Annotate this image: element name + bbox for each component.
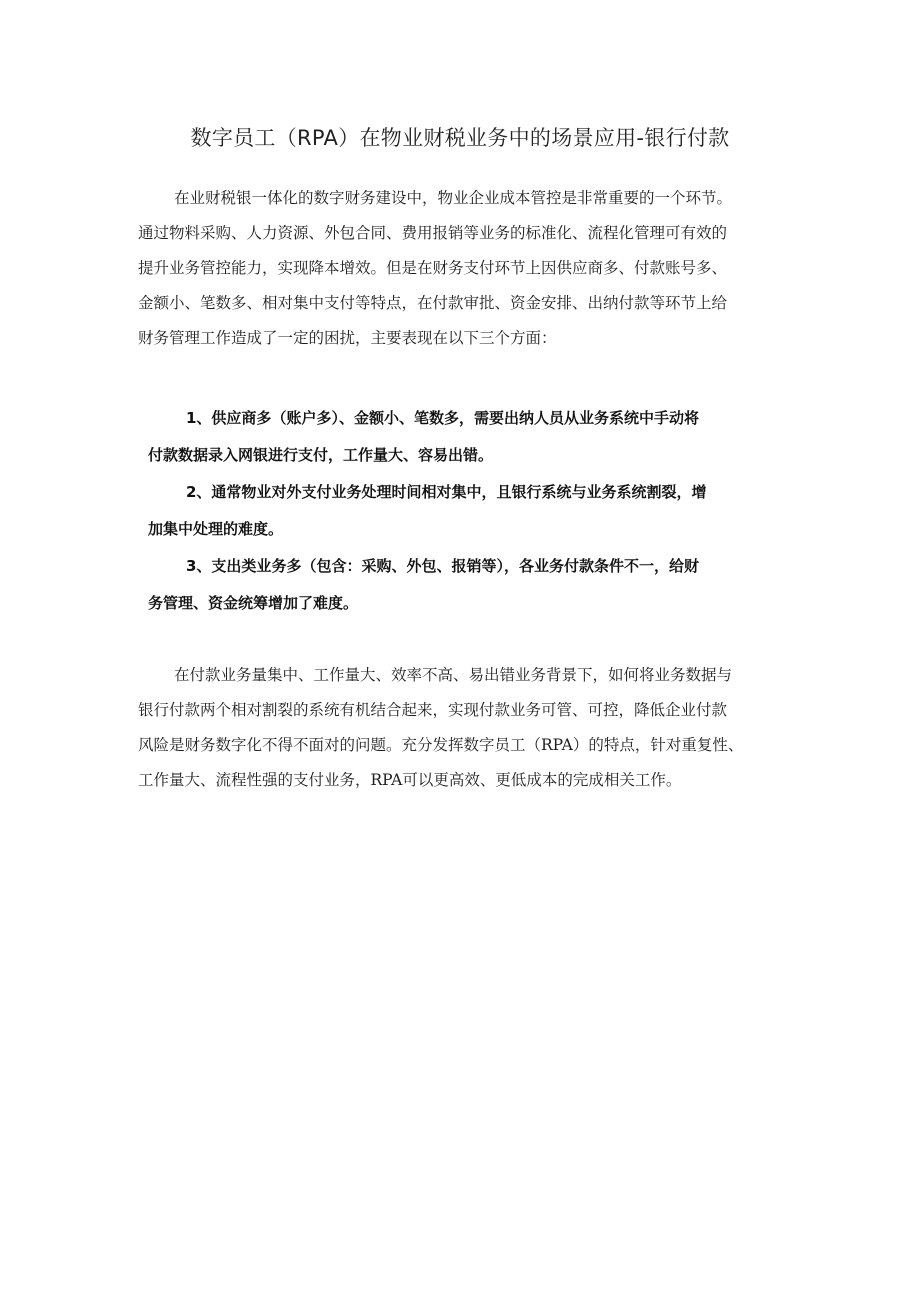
- document-title: 数字员工（RPA）在物业财税业务中的场景应用-银行付款: [190, 126, 730, 150]
- issues-list: [148, 400, 798, 622]
- issue-line: 付款数据录入网银进行支付，工作量大、容易出错。: [148, 446, 494, 464]
- paragraph-line: 银行付款两个相对割裂的系统有机结合起来，实现付款业务可管、可控，降低企业付款: [138, 701, 728, 719]
- paragraph-line: 在业财税银一体化的数字财务建设中，物业企业成本管控是非常重要的一个环节。: [174, 189, 733, 207]
- issue-item-3: [148, 548, 798, 622]
- paragraph-line: 金额小、笔数多、相对集中支付等特点，在付款审批、资金安排、出纳付款等环节上给: [138, 294, 728, 312]
- issue-line: 3、支出类业务多（包含：采购、外包、报销等），各业务付款条件不一，给财: [186, 557, 699, 575]
- paragraph-line: 通过物料采购、人力资源、外包合同、费用报销等业务的标准化、流程化管理可有效的: [138, 224, 728, 242]
- conclusion-paragraph: [138, 658, 798, 798]
- paragraph-line: 在付款业务量集中、工作量大、效率不高、易出错业务背景下，如何将业务数据与: [174, 666, 733, 684]
- paragraph-line: 风险是财务数字化不得不面对的问题。充分发挥数字员工（RPA）的特点，针对重复性、: [138, 736, 744, 754]
- issue-item-1: [148, 400, 798, 474]
- issue-line: 加集中处理的难度。: [148, 520, 284, 538]
- intro-paragraph: [138, 181, 798, 356]
- issue-line: 务管理、资金统筹增加了难度。: [148, 594, 359, 612]
- paragraph-line: 提升业务管控能力，实现降本增效。但是在财务支付环节上因供应商多、付款账号多、: [138, 259, 728, 277]
- issue-item-2: [148, 474, 798, 548]
- issue-line: 2、通常物业对外支付业务处理时间相对集中，且银行系统与业务系统割裂，增: [186, 483, 707, 501]
- paragraph-line: 财务管理工作造成了一定的困扰，主要表现在以下三个方面：: [138, 329, 557, 347]
- paragraph-line: 工作量大、流程性强的支付业务，RPA可以更高效、更低成本的完成相关工作。: [138, 771, 682, 789]
- issue-line: 1、供应商多（账户多）、金额小、笔数多，需要出纳人员从业务系统中手动将: [186, 409, 699, 427]
